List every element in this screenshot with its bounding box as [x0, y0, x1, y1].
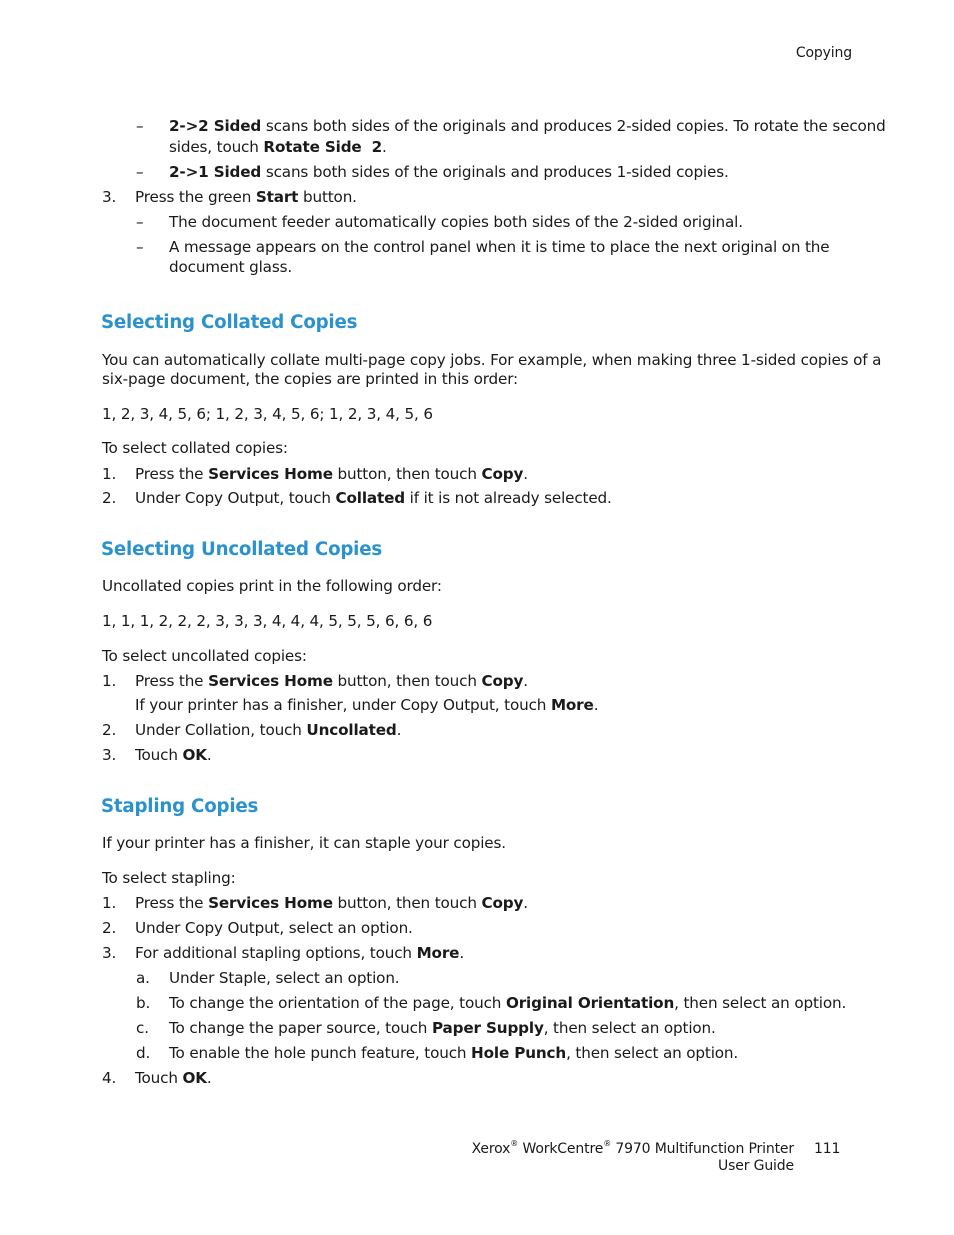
- dash-bullet: –: [136, 213, 144, 231]
- step-text: Under Copy Output, select an option.: [135, 919, 413, 937]
- footer-guide: User Guide: [718, 1158, 794, 1174]
- substep-text: To change the orientation of the page, touch Original Orientation, then select an option.: [169, 994, 847, 1012]
- step-text: Press the Services Home button, then touch Copy.: [135, 465, 528, 483]
- step-text: Under Copy Output, touch Collated if it is not already selected.: [135, 489, 612, 507]
- footer-product: Xerox® WorkCentre® 7970 Multifunction Printer: [471, 1139, 794, 1157]
- list-item: A message appears on the control panel when it is time to place the next original on the: [169, 238, 830, 256]
- list-item-continued: sides, touch Rotate Side 2.: [169, 138, 387, 156]
- paragraph: Uncollated copies print in the following order:: [102, 577, 442, 595]
- paragraph: To select uncollated copies:: [102, 647, 307, 665]
- substep-text: Under Staple, select an option.: [169, 969, 400, 987]
- list-item: The document feeder automatically copies both sides of the 2-sided original.: [169, 213, 743, 231]
- list-item-continued: document glass.: [169, 258, 293, 276]
- step-number: 1.: [102, 672, 117, 690]
- section-heading: Stapling Copies: [101, 796, 259, 817]
- substep-letter: c.: [136, 1019, 149, 1037]
- paragraph: To select collated copies:: [102, 439, 288, 457]
- substep-text: To change the paper source, touch Paper Supply, then select an option.: [169, 1019, 716, 1037]
- step-number: 3.: [102, 746, 117, 764]
- substep-letter: a.: [136, 969, 150, 987]
- running-header: Copying: [795, 45, 852, 61]
- dash-bullet: –: [136, 117, 144, 135]
- order-sequence: 1, 1, 1, 2, 2, 2, 3, 3, 3, 4, 4, 4, 5, 5, 5, 6, 6, 6: [102, 612, 433, 630]
- paragraph: six-page document, the copies are printed in this order:: [102, 370, 519, 388]
- step-note: If your printer has a finisher, under Copy Output, touch More.: [135, 696, 599, 714]
- step-text: Press the Services Home button, then touch Copy.: [135, 672, 528, 690]
- step-text: Touch OK.: [135, 1069, 212, 1087]
- step-number: 2.: [102, 721, 117, 739]
- substep-text: To enable the hole punch feature, touch Hole Punch, then select an option.: [169, 1044, 739, 1062]
- step-text: Touch OK.: [135, 746, 212, 764]
- step-text: Press the green Start button.: [135, 188, 357, 206]
- list-item: 2->2 Sided scans both sides of the originals and produces 2-sided copies. To rotate the second: [169, 117, 886, 135]
- step-number: 2.: [102, 919, 117, 937]
- step-text: Press the Services Home button, then touch Copy.: [135, 894, 528, 912]
- paragraph: If your printer has a finisher, it can staple your copies.: [102, 834, 506, 852]
- dash-bullet: –: [136, 238, 144, 256]
- section-heading: Selecting Collated Copies: [101, 312, 358, 333]
- section-heading: Selecting Uncollated Copies: [101, 539, 382, 560]
- step-number: 3.: [102, 188, 117, 206]
- list-item: 2->1 Sided scans both sides of the originals and produces 1-sided copies.: [169, 163, 729, 181]
- paragraph: To select stapling:: [102, 869, 236, 887]
- substep-letter: b.: [136, 994, 151, 1012]
- step-number: 4.: [102, 1069, 117, 1087]
- step-text: Under Collation, touch Uncollated.: [135, 721, 402, 739]
- substep-letter: d.: [136, 1044, 151, 1062]
- page-number: 111: [814, 1141, 841, 1157]
- paragraph: You can automatically collate multi-page copy jobs. For example, when making three 1-sided copies of a: [102, 351, 882, 369]
- step-number: 3.: [102, 944, 117, 962]
- step-number: 2.: [102, 489, 117, 507]
- step-number: 1.: [102, 465, 117, 483]
- dash-bullet: –: [136, 163, 144, 181]
- order-sequence: 1, 2, 3, 4, 5, 6; 1, 2, 3, 4, 5, 6; 1, 2, 3, 4, 5, 6: [102, 405, 433, 423]
- step-number: 1.: [102, 894, 117, 912]
- step-text: For additional stapling options, touch More.: [135, 944, 465, 962]
